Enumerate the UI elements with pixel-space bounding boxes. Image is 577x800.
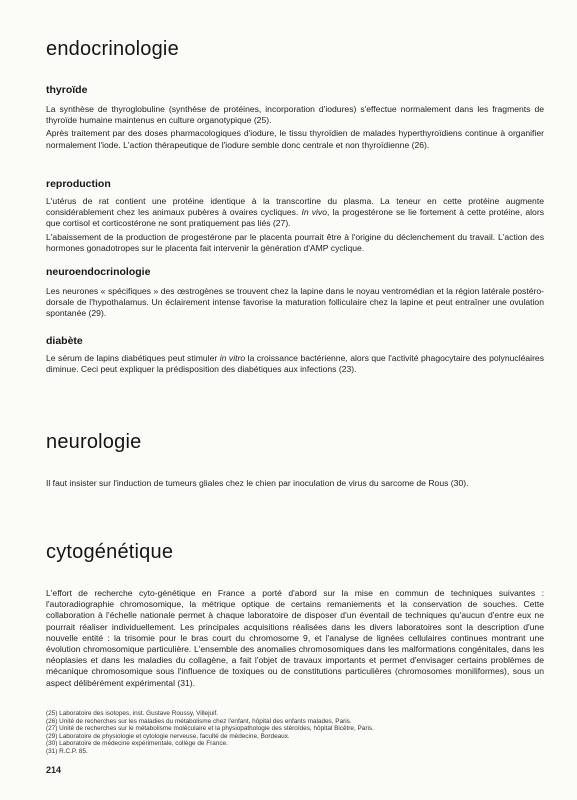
subheading-reproduction: reproduction xyxy=(46,178,111,190)
diabete-text-a: Le sérum de lapins diabétiques peut stimuler xyxy=(46,353,220,363)
reproduction-text-a: L'utérus de rat contient une protéine identique à la transcortine du plasma. La teneur en cette protéine augmente considérablement chez les animaux pubères à ovaires cycliques. xyxy=(46,196,544,218)
subheading-thyroide: thyroïde xyxy=(46,84,88,96)
diabete-italic: in vitro xyxy=(219,353,246,363)
footnote-25: (25) Laboratoire des isotopes, inst. Gustave Roussy, Villejuif. xyxy=(46,710,219,717)
footnote-26: (26) Unité de recherches sur les maladies du métabolisme chez l'enfant, hôpital des enfants malades, Paris. xyxy=(46,717,352,725)
cytogenetique-body xyxy=(46,588,544,689)
reproduction-body xyxy=(46,196,544,254)
footnote-30: (30) Laboratoire de médecine expérimentale, collège de France. xyxy=(46,740,228,748)
thyroide-paragraph-2: Après traitement par des doses pharmacologiques d'iodure, le tissu thyroïdien de malades hyperthyroïdiens continue à organifier normalement l'iode. L'action thérapeutique de l'iodure semble donc centrale et non thyroïdienne (26). xyxy=(46,128,544,150)
subheading-neuroendocrinologie: neuroendocrinologie xyxy=(46,266,151,278)
subheading-diabete: diabète xyxy=(46,335,83,347)
diabete-body xyxy=(46,353,544,375)
footnotes xyxy=(46,710,544,756)
section-title-cytogenetique: cytogénétique xyxy=(46,541,174,563)
reproduction-paragraph-1 xyxy=(46,196,544,230)
footnote-27: (27) Unité de recherches sur le métabolisme moléculaire et la physiopathologie des stéroïdes, hôpital Bicêtre, Paris. xyxy=(46,725,374,733)
reproduction-italic: In vivo xyxy=(301,207,327,218)
diabete-paragraph-1 xyxy=(46,353,544,375)
footnote-29: (29) Laboratoire de physiologie et cytologie nerveuse, faculté de médecine, Bordeaux. xyxy=(46,732,290,740)
neurologie-body xyxy=(46,478,544,489)
cytogenetique-paragraph-1: L'effort de recherche cyto-génétique en France a porté d'abord sur la mise en commun de techniques suivantes : l'autoradiographie chromosomique, la métrique optique de certains remaniements et la conservation de souches. Cette collaboration à l'échelle nationale permet à chaque laboratoire de disposer d'un éventail de techniques qu'aucun d'entre eux ne pourrait réaliser individuellement. Les principales acquisitions réalisées dans les divers laboratoires sont la description d'une nouvelle entité : la trisomie pour le bras court du chromosome 9, et l'analyse de lignées cellulaires continues montrant une évolution chromosomique particulière. L'ensemble des anomalies chromosomiques dans les malformations congénitales, dans les néoplasies et dans les maladies du collagène, a fait l'objet de travaux importants et permet d'envisager certains problèmes de mécanique chromosomique sous l'influence de toxiques ou de constitutions particulières (chromosomes moniliformes), sous un aspect délibérément expérimental (31). xyxy=(46,588,544,688)
footnote-31: (31) R.C.P. 85. xyxy=(46,747,88,755)
neurologie-paragraph-1: Il faut insister sur l'induction de tumeurs gliales chez le chien par inoculation de virus du sarcome de Rous (30). xyxy=(46,478,469,488)
section-title-endocrinologie: endocrinologie xyxy=(46,38,179,60)
section-title-neurologie: neurologie xyxy=(46,431,142,453)
thyroide-body xyxy=(46,104,544,151)
diabete-text-b: la croissance bactérienne, alors que l'activité phagocytaire des polynucléaires diminue. Ceci peut expliquer la prédisposition des diabétiques aux infections (23). xyxy=(46,353,545,375)
thyroide-paragraph-1: La synthèse de thyroglobuline (synthèse de protéines, incorporation d'iodures) s'effectue normalement dans les fragments de thyroïde humaine maintenus en culture organotypique (25). xyxy=(46,104,544,126)
neuroendocrinologie-paragraph-1: Les neurones « spécifiques » des œstrogènes se trouvent chez la lapine dans le noyau ventromédian et la région latérale postéro-dorsale de l'hypothalamus. Un éclairement intense favorise la maturation folliculaire chez la lapine et peut entraîner une ovulation spontanée (29). xyxy=(46,286,544,319)
reproduction-text-b: , la progestérone se lie fortement à cette protéine, alors que cortisol et corticostérone ne sont pratiquement pas liés (27). xyxy=(46,207,544,229)
page-number: 214 xyxy=(46,765,62,775)
reproduction-paragraph-2: L'abaissement de la production de progestérone par le placenta pourrait être à l'origine du déclenchement du travail. L'action des hormones gonadotropes sur le placenta fait intervenir la génération d'AMP cyclique. xyxy=(46,231,544,253)
neuroendocrinologie-body xyxy=(46,286,544,320)
